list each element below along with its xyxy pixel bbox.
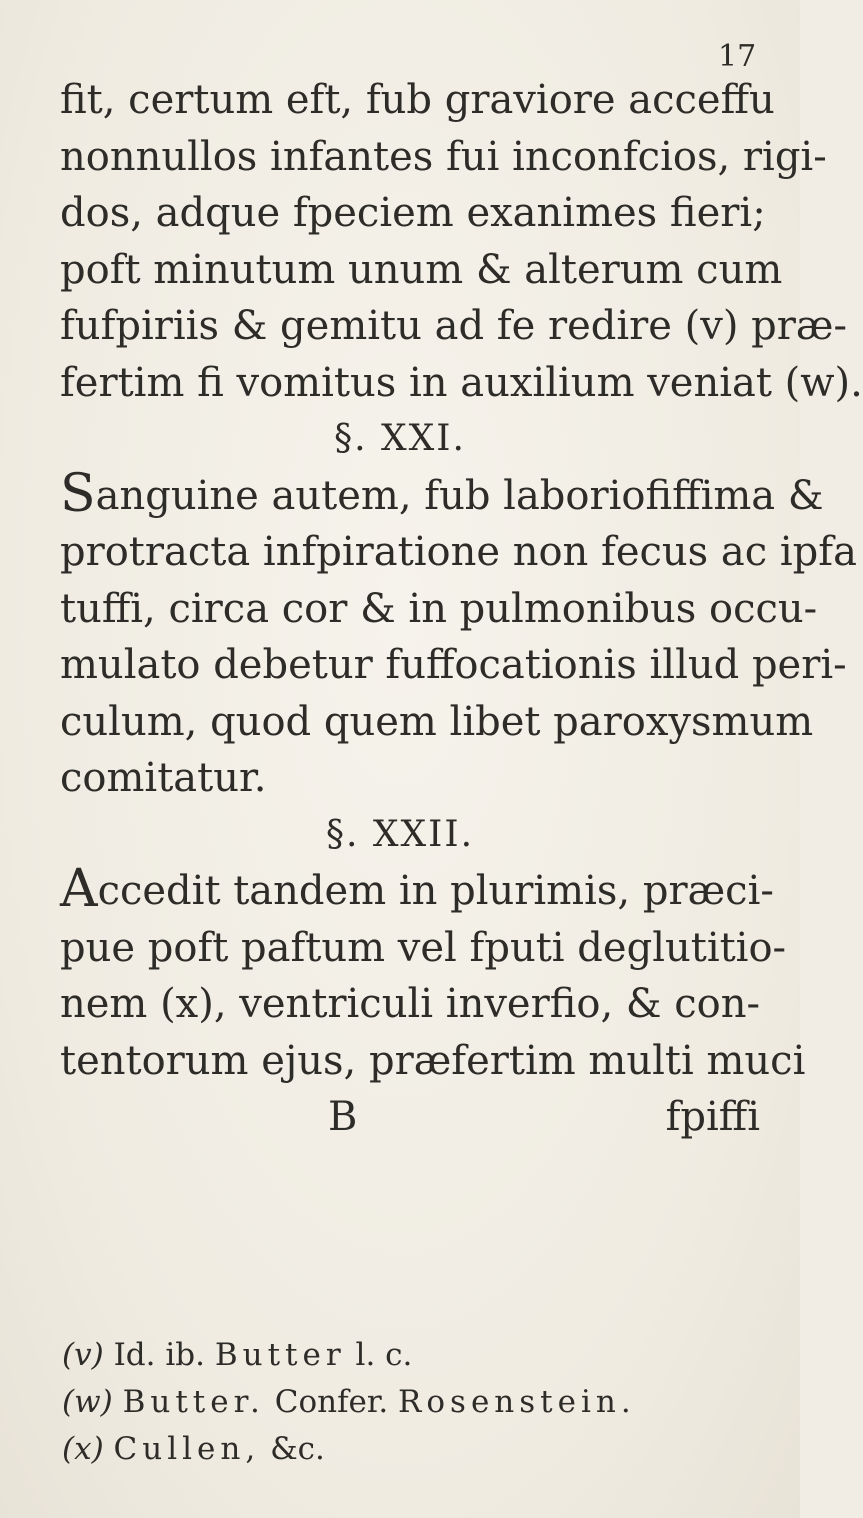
paragraph-continued: [60, 72, 863, 411]
text-line: culum, quod quem libet paroxysmum: [60, 698, 814, 745]
footnote-author: Butter: [214, 1337, 346, 1373]
footnote-w: [62, 1379, 762, 1426]
text-line: mulato debetur fuffocationis illud peri-: [60, 642, 847, 688]
text-line: fufpiriis & gemitu ad fe redire (v) præ-: [60, 303, 848, 349]
footnote-text: Id. ib.: [113, 1337, 205, 1373]
text-line: tentorum ejus, præfertim multi muci: [60, 1037, 806, 1084]
footnote-mark: (w): [62, 1384, 113, 1420]
initial-letter: S: [60, 463, 96, 524]
text-line-with-initial: [60, 463, 824, 525]
footnote-author: Cullen,: [113, 1431, 261, 1467]
page-number: 17: [718, 39, 757, 74]
footnote-text: &c.: [270, 1431, 325, 1467]
signature-mark: B: [328, 1094, 358, 1140]
footnote-v: [62, 1332, 762, 1379]
footnote-mark: (v): [62, 1337, 104, 1373]
first-line-text: ccedit tandem in plurimis, præci-: [97, 868, 774, 914]
text-line: dos, adque fpeciem exanimes fieri;: [60, 190, 766, 236]
paragraph-section-xxi: [60, 463, 857, 807]
footnote-text: Confer.: [274, 1384, 389, 1420]
text-line: nem (x), ventriculi inverfio, & con-: [60, 981, 760, 1027]
signature-line: [60, 1089, 760, 1146]
footnotes: [62, 1332, 762, 1473]
section-heading-xxii: §. XXII.: [325, 813, 475, 855]
section-heading-xxi: §. XXI.: [334, 418, 466, 459]
text-line: pue poft paftum vel fputi deglutitio-: [60, 924, 787, 971]
text-line: tuffi, circa cor & in pulmonibus occu-: [60, 585, 818, 632]
text-line: fertim fi vomitus in auxilium veniat (w).: [60, 359, 863, 406]
text-line: comitatur.: [60, 755, 267, 801]
text-line: nonnullos infantes fui inconfcios, rigi-: [60, 133, 827, 180]
footnote-mark: (x): [62, 1431, 104, 1467]
footnote-text: l. c.: [355, 1337, 413, 1373]
footnote-author: Butter.: [122, 1384, 265, 1420]
text-line: poft minutum unum & alterum cum: [60, 246, 783, 293]
footnote-author: Rosenstein.: [398, 1384, 636, 1420]
footnote-x: [62, 1426, 762, 1473]
text-line: fit, certum eft, fub graviore acceffu: [60, 77, 775, 123]
initial-letter: A: [60, 859, 98, 919]
catchword: fpiffi: [665, 1094, 760, 1140]
body-text: [60, 72, 863, 1146]
first-line-text: anguine autem, fub laboriofiffima &: [95, 472, 824, 519]
text-line: protracta infpiratione non fecus ac ipfa: [60, 529, 857, 575]
text-line-with-initial: [60, 859, 774, 920]
paragraph-section-xxii: [60, 859, 806, 1089]
